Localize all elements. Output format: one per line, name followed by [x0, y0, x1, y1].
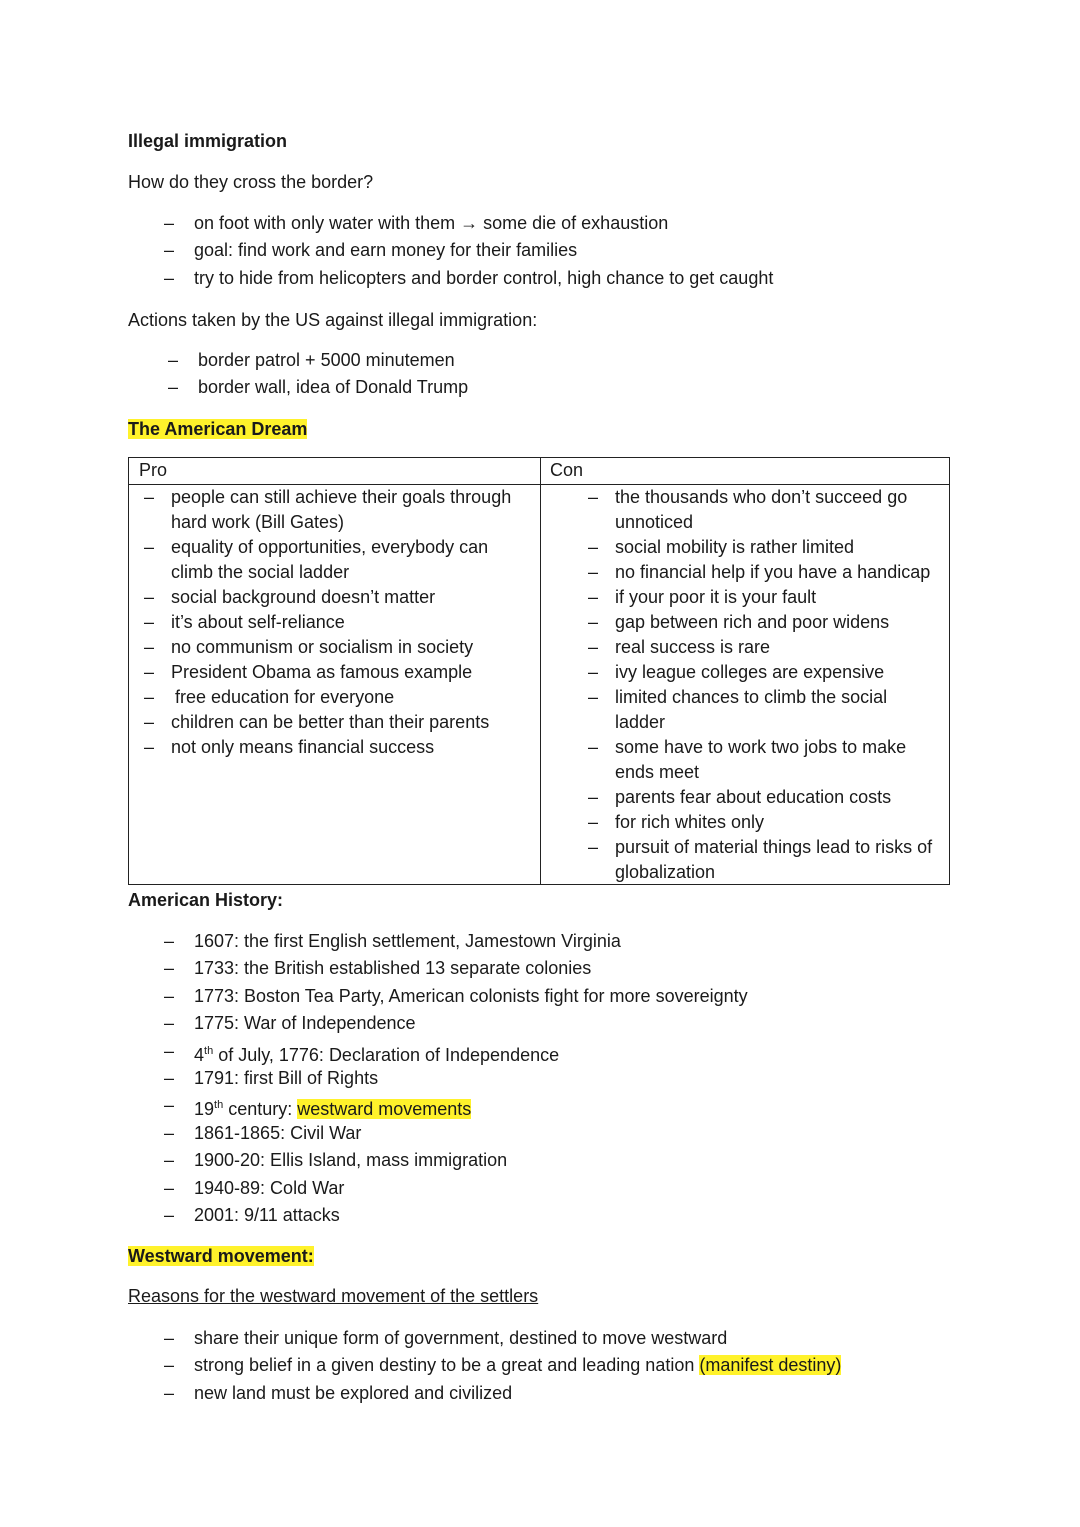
list-item: – try to hide from helicopters and border control, high chance to get caught: [164, 267, 774, 288]
actions-heading: Actions taken by the US against illegal immigration:: [128, 310, 538, 330]
pro-item: – no communism or socialism in society: [144, 637, 474, 657]
con-item: – parents fear about education costs: [588, 787, 892, 807]
list-item: – new land must be explored and civilized: [164, 1382, 513, 1403]
pro-item: – not only means financial success: [144, 737, 435, 757]
con-item: – some have to work two jobs to make ends meet: [588, 737, 907, 782]
subheading-westward-reasons: Reasons for the westward movement of the settlers: [128, 1286, 539, 1306]
crossing-list: [164, 210, 774, 292]
pro-header: Pro: [139, 460, 168, 480]
actions-list: [168, 347, 469, 402]
list-item: – 1733: the British established 13 separate colonies: [164, 958, 592, 979]
list-item: – 4th of July, 1776: Declaration of Independence: [164, 1040, 560, 1065]
list-item: – 1791: first Bill of Rights: [164, 1067, 379, 1088]
list-item: – 1775: War of Independence: [164, 1013, 416, 1034]
pro-item: – it’s about self-reliance: [144, 612, 345, 632]
list-item: – strong belief in a given destiny to be a great and leading nation (manifest destiny): [164, 1355, 842, 1376]
list-item: – border patrol + 5000 minutemen: [168, 350, 455, 370]
con-item: – for rich whites only: [588, 812, 765, 832]
pro-item: – people can still achieve their goals through hard work (Bill Gates): [144, 487, 512, 532]
con-item: – the thousands who don’t succeed go unnoticed: [588, 487, 908, 532]
list-item: – 1773: Boston Tea Party, American colonists fight for more sovereignty: [164, 985, 748, 1006]
heading-westward-movement: Westward movement:: [128, 1246, 314, 1266]
con-item: – if your poor it is your fault: [588, 587, 817, 607]
con-item: – pursuit of material things lead to risks of globalization: [588, 837, 933, 882]
list-item: – 2001: 9/11 attacks: [164, 1204, 340, 1225]
question-cross-border: How do they cross the border?: [128, 172, 374, 192]
con-item: – gap between rich and poor widens: [588, 612, 890, 632]
con-header: Con: [550, 460, 584, 480]
list-item: – 1861-1865: Civil War: [164, 1122, 362, 1143]
con-item: – social mobility is rather limited: [588, 537, 855, 557]
con-list: [588, 485, 940, 885]
pro-item: – social background doesn’t matter: [144, 587, 436, 607]
list-item: – border wall, idea of Donald Trump: [168, 377, 469, 398]
table-divider: [540, 458, 541, 884]
history-list: [164, 928, 748, 1229]
list-item: – 1607: the first English settlement, Jamestown Virginia: [164, 931, 621, 951]
heading-illegal-immigration: Illegal immigration: [128, 131, 288, 151]
list-item: – 1940-89: Cold War: [164, 1177, 345, 1198]
con-item: – ivy league colleges are expensive: [588, 662, 885, 682]
pro-con-table: [128, 457, 950, 885]
con-item: – limited chances to climb the social ladder: [588, 687, 888, 732]
westward-list: [164, 1325, 842, 1407]
pro-item: – equality of opportunities, everybody can climb the social ladder: [144, 537, 489, 582]
heading-american-dream: The American Dream: [128, 419, 308, 439]
list-item: – share their unique form of government, destined to move westward: [164, 1328, 728, 1348]
con-item: – real success is rare: [588, 637, 771, 657]
list-item: – 19th century: westward movements: [164, 1095, 472, 1120]
list-item: – goal: find work and earn money for their families: [164, 240, 578, 261]
pro-item: – children can be better than their parents: [144, 712, 490, 732]
heading-american-history: American History:: [128, 890, 284, 910]
pro-list: [144, 485, 531, 760]
pro-item: – free education for everyone: [144, 687, 395, 707]
list-item: – 1900-20: Ellis Island, mass immigration: [164, 1150, 508, 1171]
list-item: – on foot with only water with them → some die of exhaustion: [164, 213, 669, 233]
con-item: – no financial help if you have a handicap: [588, 562, 931, 582]
pro-item: – President Obama as famous example: [144, 662, 473, 682]
